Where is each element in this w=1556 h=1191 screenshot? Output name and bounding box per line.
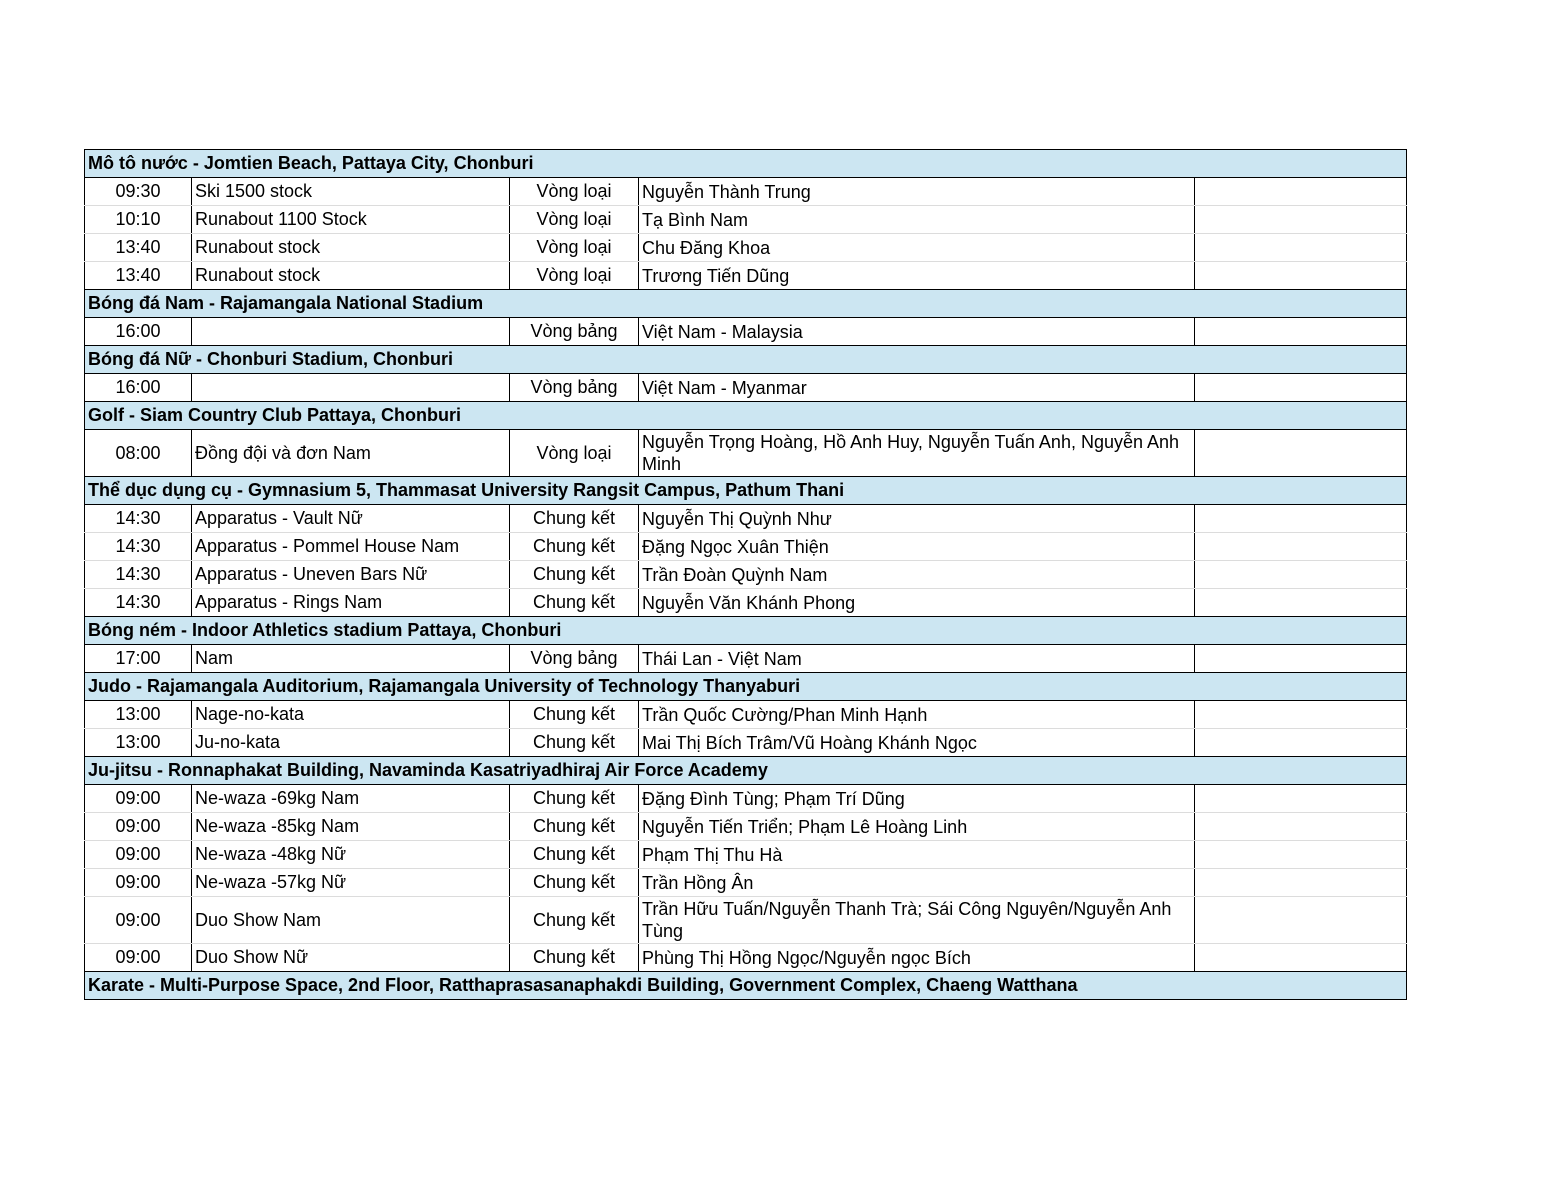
- round-cell: Chung kết: [510, 561, 639, 589]
- table-row: [85, 589, 1407, 617]
- athletes-cell: Việt Nam - Malaysia: [639, 318, 1195, 346]
- section-header-row: [85, 402, 1407, 430]
- empty-cell: [1195, 318, 1407, 346]
- section-header-row: [85, 150, 1407, 178]
- table-row: [85, 729, 1407, 757]
- athletes-cell: Trần Đoàn Quỳnh Nam: [639, 561, 1195, 589]
- table-row: [85, 234, 1407, 262]
- athletes-cell: Trần Quốc Cường/Phan Minh Hạnh: [639, 701, 1195, 729]
- section-title: Ju-jitsu - Ronnaphakat Building, Navaminda Kasatriyadhiraj Air Force Academy: [85, 757, 1407, 785]
- empty-cell: [1195, 533, 1407, 561]
- section-header-row: [85, 346, 1407, 374]
- athletes-cell: Chu Đăng Khoa: [639, 234, 1195, 262]
- event-cell: Apparatus - Vault Nữ: [192, 505, 510, 533]
- time-cell: 14:30: [85, 589, 192, 617]
- empty-cell: [1195, 262, 1407, 290]
- round-cell: Chung kết: [510, 897, 639, 944]
- empty-cell: [1195, 841, 1407, 869]
- round-cell: Chung kết: [510, 785, 639, 813]
- section-header-row: [85, 477, 1407, 505]
- time-cell: 17:00: [85, 645, 192, 673]
- table-row: [85, 785, 1407, 813]
- section-header-row: [85, 617, 1407, 645]
- empty-cell: [1195, 430, 1407, 477]
- athletes-cell: Phạm Thị Thu Hà: [639, 841, 1195, 869]
- event-cell: Ju-no-kata: [192, 729, 510, 757]
- empty-cell: [1195, 813, 1407, 841]
- table-row: [85, 869, 1407, 897]
- time-cell: 13:40: [85, 234, 192, 262]
- round-cell: Chung kết: [510, 729, 639, 757]
- table-row: [85, 178, 1407, 206]
- time-cell: 10:10: [85, 206, 192, 234]
- time-cell: 14:30: [85, 561, 192, 589]
- athletes-cell: Thái Lan - Việt Nam: [639, 645, 1195, 673]
- time-cell: 14:30: [85, 505, 192, 533]
- round-cell: Vòng loại: [510, 262, 639, 290]
- empty-cell: [1195, 869, 1407, 897]
- time-cell: 16:00: [85, 374, 192, 402]
- empty-cell: [1195, 178, 1407, 206]
- event-cell: Runabout stock: [192, 234, 510, 262]
- time-cell: 09:30: [85, 178, 192, 206]
- empty-cell: [1195, 944, 1407, 972]
- table-row: [85, 505, 1407, 533]
- table-row: [85, 841, 1407, 869]
- round-cell: Vòng loại: [510, 178, 639, 206]
- empty-cell: [1195, 589, 1407, 617]
- empty-cell: [1195, 729, 1407, 757]
- event-cell: Ne-waza -85kg Nam: [192, 813, 510, 841]
- time-cell: 09:00: [85, 897, 192, 944]
- time-cell: 09:00: [85, 841, 192, 869]
- round-cell: Vòng loại: [510, 234, 639, 262]
- time-cell: 13:00: [85, 729, 192, 757]
- round-cell: Chung kết: [510, 505, 639, 533]
- table-row: [85, 645, 1407, 673]
- section-title: Bóng ném - Indoor Athletics stadium Pattaya, Chonburi: [85, 617, 1407, 645]
- event-cell: Ne-waza -57kg Nữ: [192, 869, 510, 897]
- round-cell: Chung kết: [510, 841, 639, 869]
- time-cell: 14:30: [85, 533, 192, 561]
- event-cell: Duo Show Nữ: [192, 944, 510, 972]
- time-cell: 16:00: [85, 318, 192, 346]
- athletes-cell: Đặng Đình Tùng; Phạm Trí Dũng: [639, 785, 1195, 813]
- round-cell: Vòng bảng: [510, 645, 639, 673]
- empty-cell: [1195, 897, 1407, 944]
- table-row: [85, 533, 1407, 561]
- event-cell: Apparatus - Uneven Bars Nữ: [192, 561, 510, 589]
- event-cell: Đồng đội và đơn Nam: [192, 430, 510, 477]
- event-cell: Runabout stock: [192, 262, 510, 290]
- table-row: [85, 318, 1407, 346]
- event-cell: Ne-waza -48kg Nữ: [192, 841, 510, 869]
- athletes-cell: Trần Hữu Tuấn/Nguyễn Thanh Trà; Sái Công Nguyên/Nguyễn Anh Tùng: [639, 897, 1195, 944]
- table-row: [85, 944, 1407, 972]
- empty-cell: [1195, 234, 1407, 262]
- table-row: [85, 262, 1407, 290]
- table-row: [85, 206, 1407, 234]
- time-cell: 13:40: [85, 262, 192, 290]
- athletes-cell: Đặng Ngọc Xuân Thiện: [639, 533, 1195, 561]
- athletes-cell: Mai Thị Bích Trâm/Vũ Hoàng Khánh Ngọc: [639, 729, 1195, 757]
- empty-cell: [1195, 505, 1407, 533]
- event-cell: Nam: [192, 645, 510, 673]
- round-cell: Vòng loại: [510, 206, 639, 234]
- athletes-cell: Phùng Thị Hồng Ngọc/Nguyễn ngọc Bích: [639, 944, 1195, 972]
- event-cell: Duo Show Nam: [192, 897, 510, 944]
- event-cell: Runabout 1100 Stock: [192, 206, 510, 234]
- round-cell: Chung kết: [510, 813, 639, 841]
- event-cell: [192, 374, 510, 402]
- table-row: [85, 897, 1407, 944]
- section-header-row: [85, 757, 1407, 785]
- table-row: [85, 701, 1407, 729]
- schedule-body: [85, 150, 1407, 1000]
- empty-cell: [1195, 206, 1407, 234]
- round-cell: Chung kết: [510, 944, 639, 972]
- event-cell: Apparatus - Rings Nam: [192, 589, 510, 617]
- section-title: Karate - Multi-Purpose Space, 2nd Floor, Ratthaprasasanaphakdi Building, Government Complex, Chaeng Watthana: [85, 972, 1407, 1000]
- time-cell: 09:00: [85, 869, 192, 897]
- event-cell: Ski 1500 stock: [192, 178, 510, 206]
- section-title: Bóng đá Nữ - Chonburi Stadium, Chonburi: [85, 346, 1407, 374]
- time-cell: 09:00: [85, 785, 192, 813]
- athletes-cell: Nguyễn Văn Khánh Phong: [639, 589, 1195, 617]
- athletes-cell: Nguyễn Tiến Triển; Phạm Lê Hoàng Linh: [639, 813, 1195, 841]
- section-title: Bóng đá Nam - Rajamangala National Stadium: [85, 290, 1407, 318]
- section-title: Mô tô nước - Jomtien Beach, Pattaya City, Chonburi: [85, 150, 1407, 178]
- athletes-cell: Nguyễn Thị Quỳnh Như: [639, 505, 1195, 533]
- athletes-cell: Trương Tiến Dũng: [639, 262, 1195, 290]
- section-header-row: [85, 290, 1407, 318]
- athletes-cell: Trần Hồng Ân: [639, 869, 1195, 897]
- athletes-cell: Nguyễn Trọng Hoàng, Hồ Anh Huy, Nguyễn Tuấn Anh, Nguyễn Anh Minh: [639, 430, 1195, 477]
- section-title: Thể dục dụng cụ - Gymnasium 5, Thammasat University Rangsit Campus, Pathum Thani: [85, 477, 1407, 505]
- table-row: [85, 813, 1407, 841]
- table-row: [85, 561, 1407, 589]
- section-title: Golf - Siam Country Club Pattaya, Chonburi: [85, 402, 1407, 430]
- athletes-cell: Tạ Bình Nam: [639, 206, 1195, 234]
- empty-cell: [1195, 374, 1407, 402]
- empty-cell: [1195, 645, 1407, 673]
- event-cell: Ne-waza -69kg Nam: [192, 785, 510, 813]
- section-title: Judo - Rajamangala Auditorium, Rajamangala University of Technology Thanyaburi: [85, 673, 1407, 701]
- round-cell: Vòng bảng: [510, 318, 639, 346]
- empty-cell: [1195, 785, 1407, 813]
- table-row: [85, 374, 1407, 402]
- empty-cell: [1195, 701, 1407, 729]
- round-cell: Chung kết: [510, 701, 639, 729]
- time-cell: 09:00: [85, 813, 192, 841]
- athletes-cell: Nguyễn Thành Trung: [639, 178, 1195, 206]
- event-cell: Nage-no-kata: [192, 701, 510, 729]
- round-cell: Vòng bảng: [510, 374, 639, 402]
- round-cell: Chung kết: [510, 589, 639, 617]
- event-cell: Apparatus - Pommel House Nam: [192, 533, 510, 561]
- round-cell: Vòng loại: [510, 430, 639, 477]
- round-cell: Chung kết: [510, 869, 639, 897]
- schedule-table: [84, 149, 1407, 1000]
- section-header-row: [85, 673, 1407, 701]
- empty-cell: [1195, 561, 1407, 589]
- time-cell: 08:00: [85, 430, 192, 477]
- round-cell: Chung kết: [510, 533, 639, 561]
- athletes-cell: Việt Nam - Myanmar: [639, 374, 1195, 402]
- table-row: [85, 430, 1407, 477]
- time-cell: 13:00: [85, 701, 192, 729]
- section-header-row: [85, 972, 1407, 1000]
- time-cell: 09:00: [85, 944, 192, 972]
- event-cell: [192, 318, 510, 346]
